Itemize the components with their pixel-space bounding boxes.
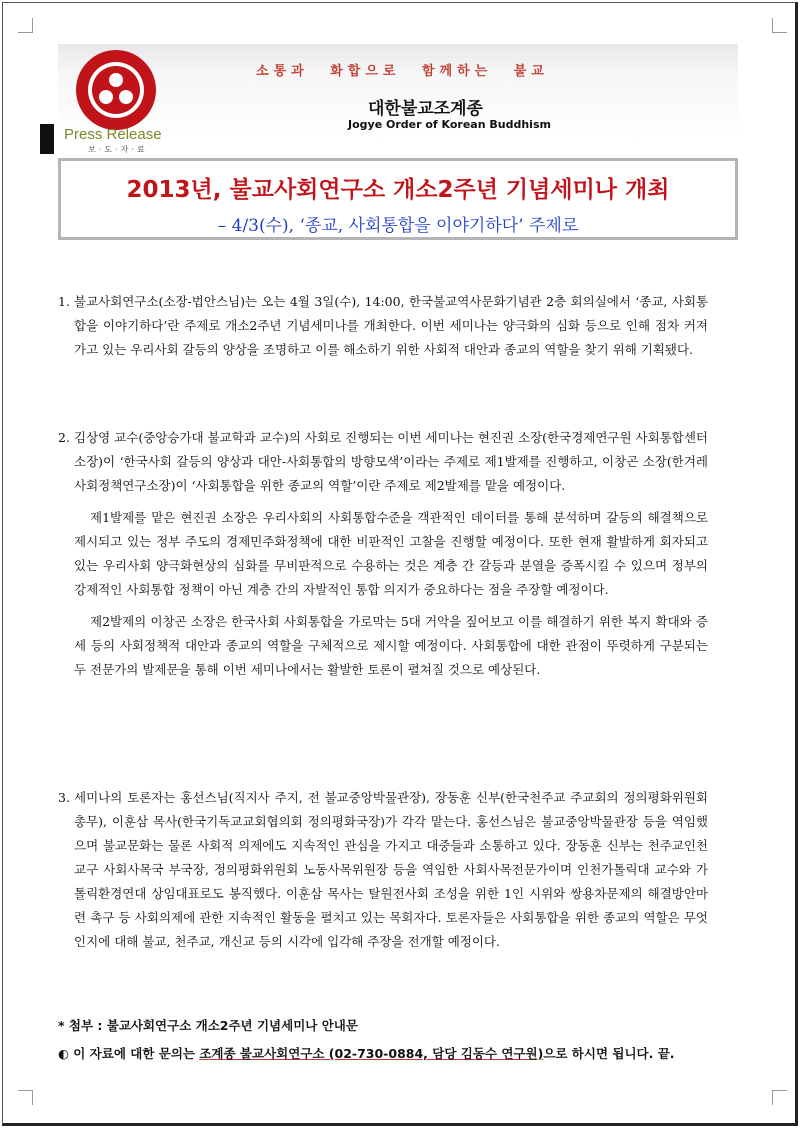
section-paragraph: 제2발제의 이창곤 소장은 한국사회 사회통합을 가로막는 5대 거악을 짚어보고 이를 해결하기 위한 복지 확대와 증세 등의 사회정책적 대안과 종교의 역할을 구체적으로 제시할 예정이다. 사회통합에 대한 관점이 뚜렷하게 구분되는 두 전문가의 발제문을 통해 이번 세미나에서는 활발한 토론이 펼쳐질 것으로 예상된다. [74, 614, 708, 677]
section-text: 세미나의 토론자는 홍선스님(직지사 주지, 전 불교중앙박물관장), 장동훈 신부(한국천주교 주교회의 정의평화위원회 총무), 이훈삼 목사(한국기독교교회협의회 정의평화국장)가 각각 맡는다. 홍선스님은 불교중앙박물관장 등을 역임했으며 불교문화는 물론 사회적 의제에도 지속적인 관심을 가지고 대중들과 소통하고 있다. 장동훈 신부는 천주교인천교구 사회사목국 부국장, 정의평화위원회 노동사목위원장 등을 역임한 사회사목전문가이며 인천가톨릭대 교수와 가톨릭환경연대 상임대표로도 봉직했다. 이훈삼 목사는 탈원전사회 조성을 위한 1인 시위와 쌍용차문제의 해결방안마련 촉구 등 사회의제에 관한 지속적인 활동을 펼치고 있는 목회자다. 토론자들은 사회통합을 위한 종교의 역할은 무엇인지에 대해 불교, 천주교, 개신교 등의 시각에 입각해 주장을 전개할 예정이다. [74, 790, 708, 949]
page-subtitle: – 4/3(수), ‘종교, 사회통합을 이야기하다’ 주제로 [217, 216, 579, 236]
three-jewels-logo-icon [74, 48, 158, 132]
section-number: 1. [58, 294, 70, 309]
org-name-english: Jogye Order of Korean Buddhism [348, 118, 551, 131]
contact-info: 조계종 불교사회연구소 (02-730-0884, 담당 김동수 연구원) [199, 1046, 544, 1061]
section-3 [58, 786, 708, 954]
press-release-label: Press Release [64, 126, 162, 143]
org-name-korean: 대한불교조계종 [368, 99, 483, 119]
crop-mark [772, 1090, 787, 1105]
section-paragraph: 제1발제를 맡은 현진권 소장은 우리사회의 사회통합수준을 객관적인 데이터를 통해 분석하며 갈등의 해결책으로 제시되고 있는 정부 주도의 경제민주화정책에 대한 비판적인 고찰을 진행할 예정이다. 또한 현재 활발하게 회자되고 있는 우리사회 양극화현상의 심화를 무비판적으로 수용하는 것은 계층 간 갈등과 분열을 증폭시킬 수 있으며 정부의 강제적인 사회통합 정책이 아닌 계층 간의 자발적인 통합 의지가 중요하다는 점을 주장할 예정이다. [74, 510, 708, 597]
section-text: 불교사회연구소(소장-법안스님)는 오는 4월 3일(수), 14:00, 한국불교역사문화기념관 2층 회의실에서 ‘종교, 사회통합을 이야기하다’란 주제로 개소2주년 기념세미나를 개최한다. 이번 세미나는 양극화의 심화 등으로 인해 점차 커져가고 있는 우리사회 갈등의 양상을 조명하고 이를 해소하기 위한 사회적 대안과 종교의 역할을 찾기 위해 기획됐다. [74, 294, 708, 357]
crop-mark [18, 18, 33, 33]
contact-prefix: ◐ 이 자료에 대한 문의는 [58, 1046, 200, 1061]
attachment-note: * 첨부 : 불교사회연구소 개소2주년 기념세미나 안내문 [58, 1018, 358, 1033]
section-number: 2. [58, 430, 70, 445]
crop-mark [18, 1090, 33, 1105]
crop-mark [772, 18, 787, 33]
title-box [58, 158, 738, 240]
slogan: 소통과 화합으로 함께하는 불교 [256, 64, 549, 79]
section-number: 3. [58, 790, 70, 805]
section-text: 김상영 교수(중앙승가대 불교학과 교수)의 사회로 진행되는 이번 세미나는 현진권 소장(한국경제연구원 사회통합센터 소장)이 ‘한국사회 갈등의 양상과 대안-사회통합의 방향모색’이라는 주제로 제1발제를 진행하고, 이창곤 소장(한겨레사회정책연구소장)이 ‘사회통합을 위한 종교의 역할’이란 주제로 제2발제를 맡을 예정이다. [74, 430, 708, 493]
press-release-sublabel: 보·도·자·료 [88, 145, 148, 154]
press-marker [40, 124, 54, 154]
contact-suffix: 으로 하시면 됩니다. 끝. [543, 1046, 675, 1061]
section-1 [58, 290, 708, 362]
section-2 [58, 426, 708, 682]
page-title: 2013년, 불교사회연구소 개소2주년 기념세미나 개최 [126, 177, 670, 203]
contact-note [58, 1044, 675, 1062]
